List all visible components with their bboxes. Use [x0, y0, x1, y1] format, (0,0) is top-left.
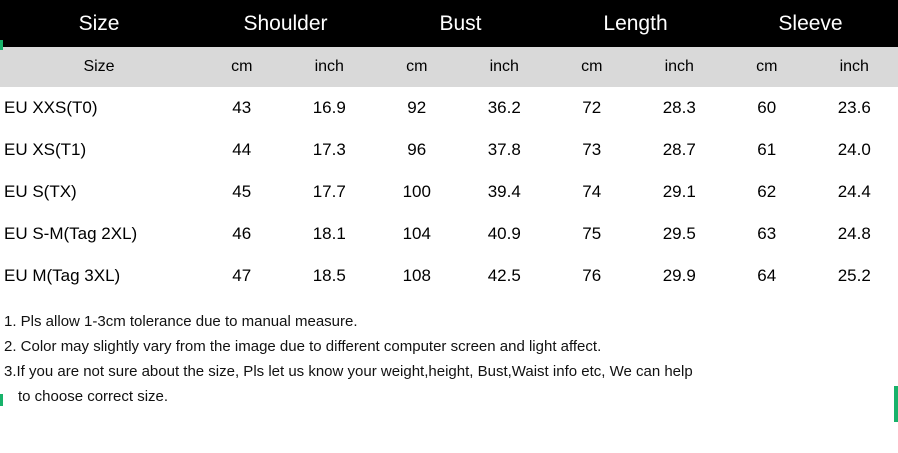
cell-sleeve-cm: 61	[757, 140, 777, 159]
cell-bust-inch: 42.5	[487, 266, 521, 285]
cell-shoulder-inch: 17.7	[312, 182, 346, 201]
cell-shoulder-inch: 16.9	[312, 98, 346, 117]
cell-length-inch: 29.1	[662, 182, 696, 201]
edge-artifact-bottom-right	[894, 386, 898, 422]
cell-sleeve-cm: 63	[757, 224, 777, 243]
unit-header-sleeve-inch: inch	[839, 58, 869, 75]
unit-header-shoulder-inch: inch	[314, 58, 344, 75]
edge-artifact-top-left	[0, 40, 3, 50]
unit-header-bust-cm: cm	[406, 58, 428, 75]
table-row	[0, 171, 898, 213]
cell-bust-inch: 36.2	[487, 98, 521, 117]
cell-bust-cm: 100	[402, 182, 431, 201]
cell-shoulder-cm: 44	[232, 140, 252, 159]
cell-length-inch: 28.7	[662, 140, 696, 159]
table-unit-header-row	[0, 47, 898, 87]
unit-header-shoulder-cm: cm	[231, 58, 253, 75]
cell-shoulder-inch: 18.5	[312, 266, 346, 285]
cell-bust-cm: 92	[407, 98, 427, 117]
table-group-header-row	[0, 0, 898, 47]
notes-section	[0, 309, 898, 409]
group-header-length: Length	[603, 11, 668, 35]
table-row	[0, 213, 898, 255]
cell-sleeve-inch: 24.0	[837, 140, 871, 159]
cell-sleeve-inch: 23.6	[837, 98, 871, 117]
row-label: EU XXS(T0)	[4, 98, 98, 117]
cell-length-cm: 75	[582, 224, 602, 243]
cell-length-cm: 73	[582, 140, 602, 159]
group-header-shoulder: Shoulder	[243, 11, 328, 35]
row-label: EU S-M(Tag 2XL)	[4, 224, 138, 243]
cell-length-cm: 72	[582, 98, 602, 117]
row-label: EU S(TX)	[4, 182, 77, 201]
edge-artifact-bottom-left	[0, 394, 3, 406]
unit-header-bust-inch: inch	[489, 58, 519, 75]
cell-length-inch: 29.9	[662, 266, 696, 285]
cell-shoulder-inch: 17.3	[312, 140, 346, 159]
cell-sleeve-inch: 24.4	[837, 182, 871, 201]
group-header-size: Size	[78, 11, 120, 35]
group-header-sleeve: Sleeve	[778, 11, 843, 35]
table-row	[0, 255, 898, 297]
cell-sleeve-cm: 60	[757, 98, 777, 117]
cell-shoulder-cm: 43	[232, 98, 252, 117]
cell-shoulder-cm: 46	[232, 224, 252, 243]
cell-bust-inch: 37.8	[487, 140, 521, 159]
row-label: EU XS(T1)	[4, 140, 87, 159]
cell-length-inch: 29.5	[662, 224, 696, 243]
cell-sleeve-inch: 24.8	[837, 224, 871, 243]
table-row	[0, 87, 898, 129]
note-tolerance: 1. Pls allow 1-3cm tolerance due to manual measure.	[4, 313, 358, 330]
unit-header-sleeve-cm: cm	[756, 58, 778, 75]
cell-sleeve-cm: 62	[757, 182, 777, 201]
row-label: EU M(Tag 3XL)	[4, 266, 121, 285]
table-body	[0, 87, 898, 297]
unit-header-length-cm: cm	[581, 58, 603, 75]
cell-length-inch: 28.3	[662, 98, 696, 117]
cell-sleeve-inch: 25.2	[837, 266, 871, 285]
unit-header-size: Size	[83, 58, 115, 75]
cell-bust-inch: 40.9	[487, 224, 521, 243]
note-color: 2. Color may slightly vary from the image due to different computer screen and light affect.	[4, 338, 602, 355]
group-header-bust: Bust	[439, 11, 482, 35]
unit-header-length-inch: inch	[664, 58, 694, 75]
note-sizing-help-continued: to choose correct size.	[18, 388, 169, 405]
cell-shoulder-cm: 45	[232, 182, 252, 201]
cell-shoulder-inch: 18.1	[312, 224, 346, 243]
table-row	[0, 129, 898, 171]
note-sizing-help: 3.If you are not sure about the size, Pls let us know your weight,height, Bust,Waist info etc, We can help	[4, 363, 693, 380]
cell-shoulder-cm: 47	[232, 266, 252, 285]
cell-bust-inch: 39.4	[487, 182, 521, 201]
cell-length-cm: 74	[582, 182, 602, 201]
cell-sleeve-cm: 64	[757, 266, 777, 285]
cell-bust-cm: 104	[402, 224, 431, 243]
cell-bust-cm: 96	[407, 140, 427, 159]
cell-bust-cm: 108	[402, 266, 431, 285]
cell-length-cm: 76	[582, 266, 602, 285]
